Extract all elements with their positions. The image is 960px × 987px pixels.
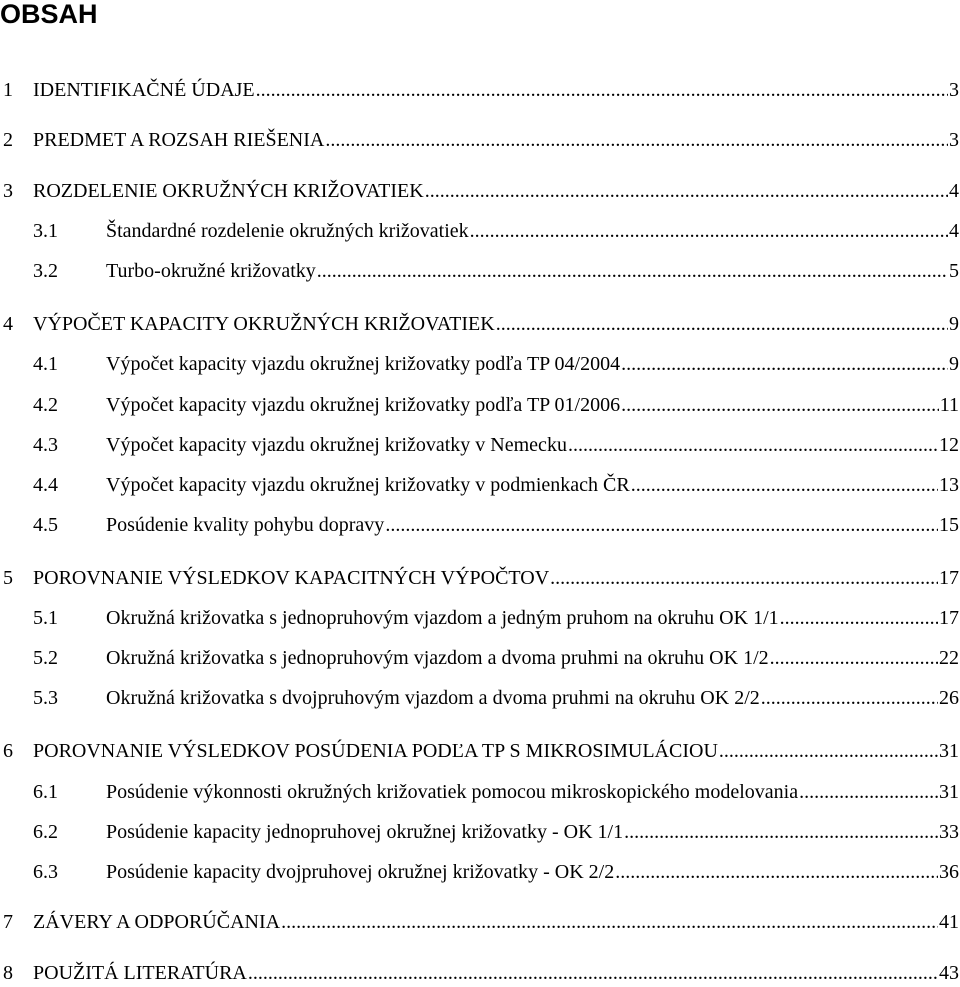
dot-leader	[799, 778, 938, 806]
dot-leader	[496, 310, 948, 338]
toc-entry[interactable]	[0, 126, 960, 154]
page-title: OBSAH	[0, 0, 98, 29]
toc-number: 6.2	[33, 821, 58, 843]
toc-label: Výpočet kapacity vjazdu okružnej križovatky v podmienkach ČR	[106, 474, 630, 496]
toc-page-number: 17	[939, 567, 959, 589]
toc-page-number: 31	[939, 740, 959, 762]
toc-page-number: 41	[939, 911, 959, 933]
toc-entry[interactable]	[0, 908, 960, 936]
toc-label: POROVNANIE VÝSLEDKOV KAPACITNÝCH VÝPOČTOV	[33, 567, 550, 589]
toc-number: 4.1	[33, 353, 58, 375]
toc-entry[interactable]	[0, 684, 960, 712]
dot-leader	[761, 684, 938, 712]
toc-label: VÝPOČET KAPACITY OKRUŽNÝCH KRIŽOVATIEK	[33, 313, 495, 335]
dot-leader	[621, 391, 939, 419]
toc-entry[interactable]	[0, 644, 960, 672]
toc-page-number: 3	[949, 79, 959, 101]
toc-label: Výpočet kapacity vjazdu okružnej križovatky v Nemecku	[106, 434, 567, 456]
toc-number: 6.3	[33, 861, 58, 883]
toc-number: 5.1	[33, 607, 58, 629]
toc-number: 6.1	[33, 781, 58, 803]
toc-label: Okružná križovatka s dvojpruhovým vjazdom a dvoma pruhmi na okruhu OK 2/2	[106, 687, 760, 709]
toc-entry[interactable]	[0, 310, 960, 338]
toc-number: 4.5	[33, 514, 58, 536]
toc-number: 2	[3, 129, 13, 151]
toc-label: POUŽITÁ LITERATÚRA	[33, 962, 247, 984]
dot-leader	[325, 126, 948, 154]
toc-label: Posúdenie kapacity jednopruhovej okružnej križovatky - OK 1/1	[106, 821, 624, 843]
toc-label: Okružná križovatka s jednopruhovým vjazdom a dvoma pruhmi na okruhu OK 1/2	[106, 647, 769, 669]
toc-label: Štandardné rozdelenie okružných križovatiek	[106, 220, 469, 242]
toc-number: 4	[3, 313, 13, 335]
dot-leader	[780, 604, 938, 632]
toc-label: Posúdenie kapacity dvojpruhovej okružnej križovatky - OK 2/2	[106, 861, 615, 883]
toc-entry[interactable]	[0, 217, 960, 245]
toc-page-number: 31	[939, 781, 959, 803]
dot-leader	[248, 959, 938, 987]
toc-entry[interactable]	[0, 604, 960, 632]
dot-leader	[770, 644, 938, 672]
toc-page-number: 33	[939, 821, 959, 843]
toc-number: 7	[3, 911, 13, 933]
toc-number: 4.4	[33, 474, 58, 496]
toc-label: PREDMET A ROZSAH RIEŠENIA	[33, 129, 325, 151]
toc-entry[interactable]	[0, 350, 960, 378]
toc-entry[interactable]	[0, 391, 960, 419]
toc-page-number: 43	[939, 962, 959, 984]
toc-label: POROVNANIE VÝSLEDKOV POSÚDENIA PODĽA TP S MIKROSIMULÁCIOU	[33, 740, 718, 762]
toc-page-number: 11	[939, 394, 959, 416]
toc-entry[interactable]	[0, 737, 960, 765]
toc-entry[interactable]	[0, 177, 960, 205]
toc-page-number: 17	[939, 607, 959, 629]
toc-number: 3	[3, 180, 13, 202]
toc-entry[interactable]	[0, 564, 960, 592]
toc-entry[interactable]	[0, 511, 960, 539]
toc-page-number: 5	[949, 260, 959, 282]
toc-entry[interactable]	[0, 858, 960, 886]
toc-entry[interactable]	[0, 471, 960, 499]
dot-leader	[568, 431, 938, 459]
toc-page-number: 15	[939, 514, 959, 536]
toc-number: 5	[3, 567, 13, 589]
toc-page-number: 9	[949, 353, 959, 375]
toc-page-number: 36	[939, 861, 959, 883]
toc-entry[interactable]	[0, 959, 960, 987]
toc-number: 6	[3, 740, 13, 762]
dot-leader	[621, 350, 948, 378]
toc-label: Posúdenie kvality pohybu dopravy	[106, 514, 385, 536]
dot-leader	[615, 858, 938, 886]
dot-leader	[281, 908, 938, 936]
toc-label: IDENTIFIKAČNÉ ÚDAJE	[33, 79, 255, 101]
toc-number: 1	[3, 79, 13, 101]
toc-number: 3.2	[33, 260, 58, 282]
toc-number: 4.2	[33, 394, 58, 416]
toc-page-number: 3	[949, 129, 959, 151]
dot-leader	[631, 471, 938, 499]
toc-entry[interactable]	[0, 431, 960, 459]
dot-leader	[425, 177, 948, 205]
dot-leader	[385, 511, 938, 539]
toc-number: 5.2	[33, 647, 58, 669]
dot-leader	[470, 217, 948, 245]
toc-page-number: 22	[939, 647, 959, 669]
toc-label: Posúdenie výkonnosti okružných križovatiek pomocou mikroskopického modelovania	[106, 781, 799, 803]
toc-number: 3.1	[33, 220, 58, 242]
dot-leader	[256, 76, 948, 104]
toc-number: 5.3	[33, 687, 58, 709]
toc-label: ROZDELENIE OKRUŽNÝCH KRIŽOVATIEK	[33, 180, 424, 202]
toc-entry[interactable]	[0, 257, 960, 285]
toc-label: Výpočet kapacity vjazdu okružnej križovatky podľa TP 04/2004	[106, 353, 621, 375]
toc-page-number: 26	[939, 687, 959, 709]
toc-page-number: 12	[939, 434, 959, 456]
toc-label: ZÁVERY A ODPORÚČANIA	[33, 911, 281, 933]
toc-page-number: 13	[939, 474, 959, 496]
toc-page-number: 9	[949, 313, 959, 335]
toc-entry[interactable]	[0, 778, 960, 806]
toc-number: 4.3	[33, 434, 58, 456]
toc-entry[interactable]	[0, 818, 960, 846]
toc-entry[interactable]	[0, 76, 960, 104]
toc-number: 8	[3, 962, 13, 984]
dot-leader	[550, 564, 938, 592]
toc-label: Turbo-okružné križovatky	[106, 260, 316, 282]
toc-page-number: 4	[949, 220, 959, 242]
toc-label: Okružná križovatka s jednopruhovým vjazdom a jedným pruhom na okruhu OK 1/1	[106, 607, 779, 629]
dot-leader	[719, 737, 938, 765]
toc-page-number: 4	[949, 180, 959, 202]
toc-label: Výpočet kapacity vjazdu okružnej križovatky podľa TP 01/2006	[106, 394, 621, 416]
dot-leader	[317, 257, 948, 285]
dot-leader	[624, 818, 938, 846]
